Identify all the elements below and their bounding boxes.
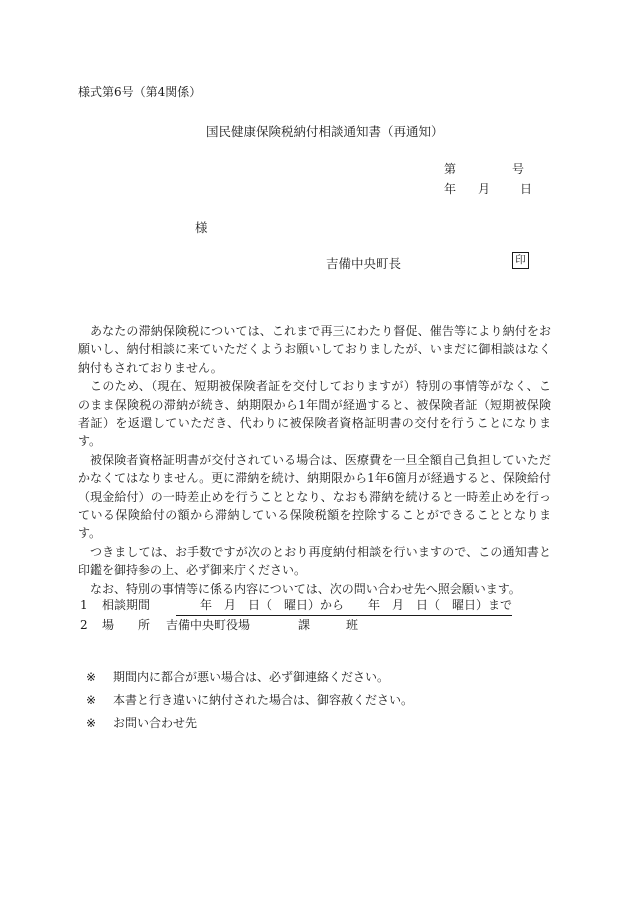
item-label: 場 所: [102, 618, 151, 632]
paragraph: なお、特別の事情等に係る内容については、次の問い合わせ先へ照会願います。: [90, 581, 521, 596]
note-item: [86, 712, 413, 735]
issuer-name: 吉備中央町長: [326, 256, 402, 271]
date-year: 年: [444, 182, 457, 196]
location-value: 吉備中央町役場 課 班: [166, 618, 359, 632]
item-label: 相談期間: [102, 598, 151, 612]
note-text: 本書と行き違いに納付された場合は、御容赦ください。: [113, 693, 414, 707]
paragraph: 被保険者資格証明書が交付されている場合は、医療費を一旦全額自己負担していただかなくてはなりません。更に滞納を続け、納期限から1年6箇月が経過すると、保険給付（現金給付）の一時差止めを行うこととなり、なおも滞納を続けると一時差止めを行っている保険給付の額から滞納している保険税額を控除することができることとなります。: [78, 452, 551, 541]
doc-number-go: 号: [512, 162, 525, 176]
document-title: 国民健康保険税納付相談通知書（再通知）: [206, 124, 444, 139]
document-number: [444, 160, 524, 177]
location-row: [80, 616, 512, 635]
consultation-period-value: 年 月 日（ 曜日）から 年 月 日（ 曜日）まで: [176, 596, 512, 616]
seal-mark: 印: [512, 252, 529, 269]
paragraph: あなたの滞納保険税については、これまで再三にわたり督促、催告等により納付をお願いし、納付相談に来ていただくようお願いしておりましたが、いまだに御相談はなく納付もされておりません。: [78, 324, 551, 375]
paragraph: このため、（現在、短期被保険者証を交付しておりますが）特別の事情等がなく、このまま保険税の滞納が続き、納期限から1年間が経過すると、被保険者証（短期被保険者証）を返還していただき、代わりに被保険者資格証明書の交付を行うことになります。: [78, 379, 551, 449]
note-mark: ※: [86, 716, 97, 730]
note-item: [86, 666, 413, 689]
paragraph: つきましては、お手数ですが次のとおり再度納付相談を行いますので、この通知書と印鑑を御持参の上、必ず御来庁ください。: [78, 544, 551, 578]
note-text: 期間内に都合が悪い場合は、必ず御連絡ください。: [113, 670, 390, 684]
note-mark: ※: [86, 693, 97, 707]
date-month: 月: [478, 182, 491, 196]
notes: [86, 666, 413, 735]
note-text: お問い合わせ先: [113, 716, 198, 730]
issue-date: [444, 180, 532, 197]
doc-number-dai: 第: [444, 162, 457, 176]
consultation-details: [80, 596, 512, 635]
item-number: 1: [80, 598, 88, 612]
note-item: [86, 689, 413, 712]
addressee: 様: [195, 220, 208, 235]
form-number: 様式第6号（第4関係）: [78, 85, 202, 99]
item-number: 2: [80, 618, 88, 632]
body-text: [78, 322, 551, 598]
note-mark: ※: [86, 670, 97, 684]
date-day: 日: [520, 182, 533, 196]
consultation-period-row: [80, 596, 512, 616]
